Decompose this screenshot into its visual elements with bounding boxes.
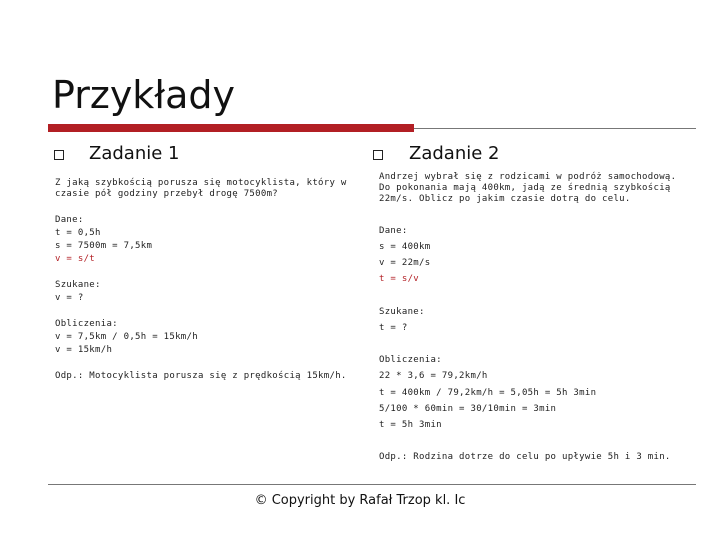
col1-problem-line: czasie pół godziny przebył drogę 7500m? xyxy=(55,189,279,199)
col2-calc-line: t = 400km / 79,2km/h = 5,05h = 5h 3min xyxy=(379,388,597,398)
col1-calc-label: Obliczenia: xyxy=(55,319,118,329)
col1-heading: Zadanie 1 xyxy=(89,143,180,164)
col2-wanted-t: t = ? xyxy=(379,323,408,333)
col2-calc-line: t = 5h 3min xyxy=(379,420,442,430)
col1-answer: Odp.: Motocyklista porusza się z prędkością 15km/h. xyxy=(55,371,347,381)
col2-wanted-label: Szukane: xyxy=(379,307,425,317)
col2-problem-line: 22m/s. Oblicz po jakim czasie dotrą do celu. xyxy=(379,194,631,204)
col2-problem-line: Do pokonania mają 400km, jadą ze średnią szybkością xyxy=(379,183,671,193)
col2-calc-label: Obliczenia: xyxy=(379,355,442,365)
col2-calc-line: 5/100 * 60min = 30/10min = 3min xyxy=(379,404,557,414)
col1-wanted-v: v = ? xyxy=(55,293,84,303)
slide-title: Przykłady xyxy=(52,73,236,117)
title-accent-bar xyxy=(48,124,414,132)
col1-given-formula: v = s/t xyxy=(55,254,96,264)
col2-answer: Odp.: Rodzina dotrze do celu po upływie 5h i 3 min. xyxy=(379,452,671,462)
col1-calc-line: v = 15km/h xyxy=(55,345,113,355)
col1-wanted-label: Szukane: xyxy=(55,280,101,290)
col1-given-t: t = 0,5h xyxy=(55,228,101,238)
col2-given-label: Dane: xyxy=(379,226,408,236)
col2-problem-line: Andrzej wybrał się z rodzicami w podróż samochodową. xyxy=(379,172,677,182)
col2-given-formula: t = s/v xyxy=(379,274,420,284)
col1-calc-line: v = 7,5km / 0,5h = 15km/h xyxy=(55,332,198,342)
col2-given-s: s = 400km xyxy=(379,242,431,252)
footer-rule xyxy=(48,484,696,485)
col1-given-s: s = 7500m = 7,5km xyxy=(55,241,153,251)
col1-given-label: Dane: xyxy=(55,215,84,225)
col2-given-v: v = 22m/s xyxy=(379,258,431,268)
col2-calc-line: 22 * 3,6 = 79,2km/h xyxy=(379,371,488,381)
col2-heading: Zadanie 2 xyxy=(409,143,500,164)
copyright-text: © Copyright by Rafał Trzop kl. Ic xyxy=(254,493,466,508)
bullet-icon xyxy=(54,150,64,160)
bullet-icon xyxy=(373,150,383,160)
col1-problem-line: Z jaką szybkością porusza się motocyklista, który w xyxy=(55,178,347,188)
